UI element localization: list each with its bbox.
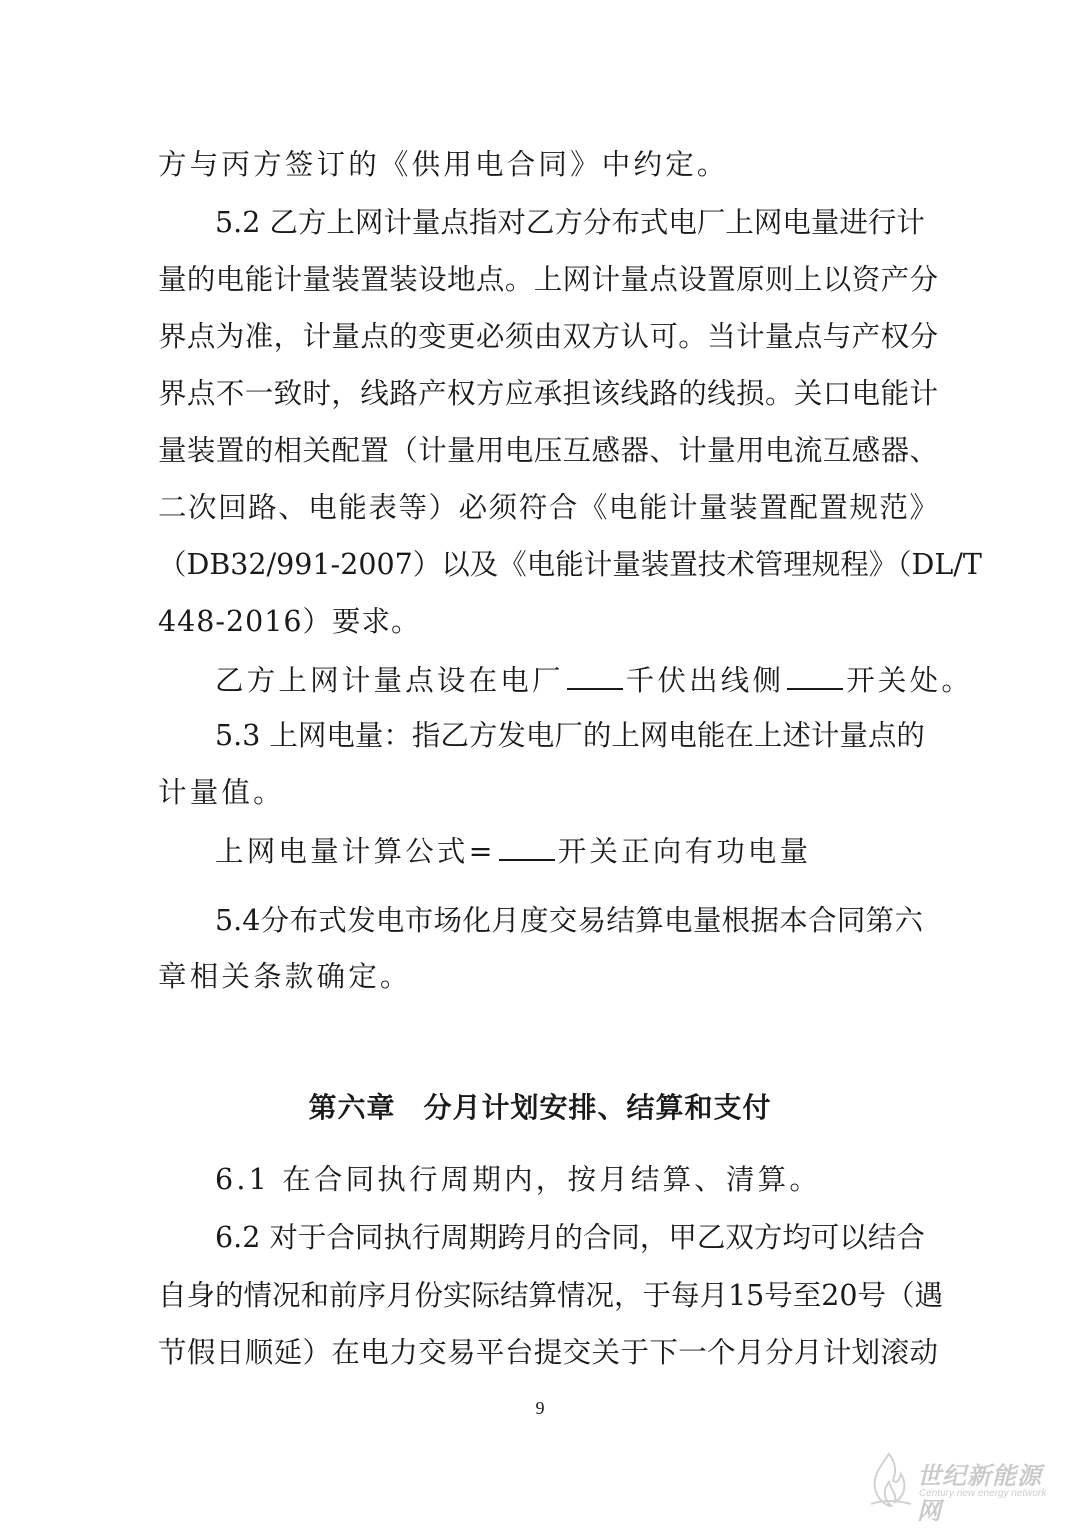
text-line: 量装置的相关配置（计量用电压互感器、计量用电流互感器、 [158, 434, 938, 467]
formula-line [215, 829, 995, 869]
text-segment: 开关处。 [846, 664, 974, 697]
chapter-number: 第六章 [308, 1091, 396, 1124]
chapter-title: 分月计划安排、结算和支付 [423, 1091, 772, 1124]
text-line: 5.3 上网电量：指乙方发电厂的上网电能在上述计量点的 [215, 719, 925, 752]
text-segment: 乙方上网计量点设在电厂 [215, 664, 564, 697]
text-line: 节假日顺延）在电力交易平台提交关于下一个月分月计划滚动 [158, 1336, 938, 1369]
text-line: 自身的情况和前序月份实际结算情况，于每月15号至20号（遇 [158, 1279, 944, 1312]
text-line: （DB32/991-2007）以及《电能计量装置技术管理规程》（DL/T [158, 548, 982, 581]
text-line: 6.2 对于合同执行周期跨月的合同，甲乙双方均可以结合 [215, 1221, 925, 1254]
fill-in-blank [787, 658, 843, 690]
flame-logo-icon [861, 1450, 917, 1510]
text-line: 5.2 乙方上网计量点指对乙方分布式电厂上网电量进行计 [215, 206, 925, 239]
watermark-subtitle: Century new energy network [919, 1488, 1047, 1499]
page-number: 9 [535, 1398, 545, 1418]
text-line: 界点为准，计量点的变更必须由双方认可。当计量点与产权分 [158, 320, 938, 353]
text-line: 448-2016）要求。 [158, 605, 421, 638]
text-segment: 千伏出线侧 [625, 664, 785, 697]
chapter-heading [0, 1088, 1080, 1128]
text-segment: 开关正向有功电量 [557, 835, 812, 868]
fill-in-blank [567, 658, 623, 690]
watermark-title: 世纪新能源网 [917, 1462, 1042, 1525]
text-line: 计量值。 [158, 776, 285, 809]
text-line: 量的电能计量装置装设地点。上网计量点设置原则上以资产分 [158, 263, 938, 296]
watermark [861, 1450, 1066, 1525]
text-segment: 上网电量计算公式= [215, 835, 496, 868]
metering-point-line [215, 658, 995, 698]
text-line: 5.4分布式发电市场化月度交易结算电量根据本合同第六 [215, 904, 923, 937]
text-line: 方与丙方签订的《供用电合同》中约定。 [158, 148, 729, 181]
text-line: 6.1 在合同执行周期内，按月结算、清算。 [215, 1163, 822, 1196]
fill-in-blank [499, 829, 555, 861]
text-line: 二次回路、电能表等）必须符合《电能计量装置配置规范》 [158, 491, 938, 524]
text-line: 界点不一致时，线路产权方应承担该线路的线损。关口电能计 [158, 377, 938, 410]
text-line: 章相关条款确定。 [158, 960, 412, 993]
